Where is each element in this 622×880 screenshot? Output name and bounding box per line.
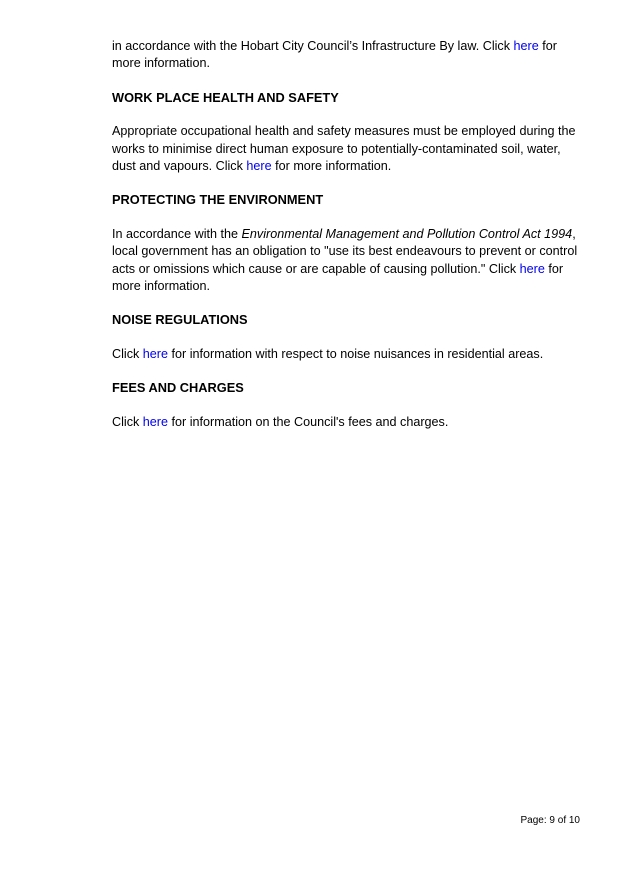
act-title: Environmental Management and Pollution Control Act 1994 (241, 226, 573, 241)
whs-paragraph (112, 123, 582, 175)
whs-heading: WORK PLACE HEALTH AND SAFETY (112, 89, 339, 105)
fees-heading: FEES AND CHARGES (112, 380, 244, 396)
whs-text: Appropriate occupational health and safety measures must be employed during the works to minimise direct human exposure to potentially-contaminated soil, water, dust and vapours. Click (112, 124, 576, 174)
noise-heading: NOISE REGULATIONS (112, 312, 248, 328)
intro-text: in accordance with the Hobart City Council’s Infrastructure By law. Click (112, 39, 514, 53)
environment-text: In accordance with the (112, 226, 242, 241)
noise-text-end: for information with respect to noise nuisances in residential areas. (168, 346, 544, 361)
noise-info-link[interactable]: here (142, 346, 169, 361)
noise-text: Click (112, 346, 143, 361)
document-page (112, 38, 582, 431)
fees-paragraph (112, 414, 582, 431)
environment-heading: PROTECTING THE ENVIRONMENT (112, 192, 324, 208)
noise-paragraph (112, 346, 582, 363)
environment-paragraph (112, 226, 582, 296)
fees-info-link[interactable]: here (142, 414, 169, 429)
infrastructure-bylaw-link[interactable]: here (513, 39, 539, 53)
intro-text-end: for more information. (112, 39, 557, 71)
environment-text-middle: , local government has an obligation to "use its best endeavours to prevent or control acts or omissions which cause or are capable of causing pollution." Click (112, 226, 578, 276)
environment-text-end: for more information. (112, 261, 564, 294)
page-number: Page: 9 of 10 (520, 815, 580, 826)
intro-paragraph (112, 38, 582, 73)
whs-info-link[interactable]: here (246, 159, 272, 174)
fees-text: Click (112, 414, 143, 429)
environment-info-link[interactable]: here (519, 261, 545, 276)
whs-text-end: for more information. (271, 159, 392, 174)
fees-text-end: for information on the Council's fees and charges. (168, 414, 449, 429)
